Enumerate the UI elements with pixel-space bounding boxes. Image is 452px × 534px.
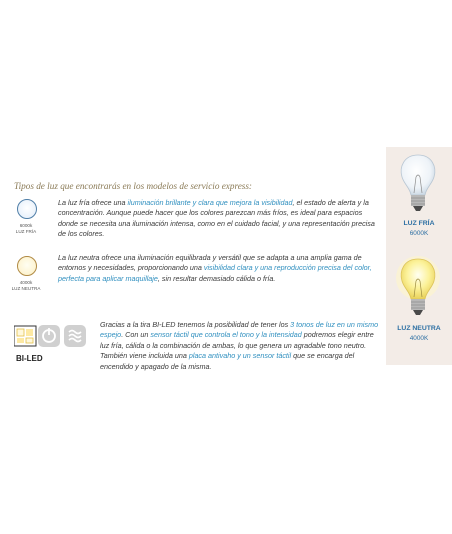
neutral-desc-highlight: visibilidad clara y una reproducción precisa del color, perfecta para aplicar maquillaje bbox=[58, 263, 372, 283]
cold-bulb-icon bbox=[396, 153, 440, 219]
cold-desc-part: La luz fría ofrece una bbox=[58, 198, 128, 207]
cold-light-swatch-icon bbox=[17, 199, 37, 219]
cold-desc-part: , el estado de alerta y la concentración. Aunque puede hacer que los colores parezcan más fríos, es ideal para espacios donde se necesita una iluminación intensa, como en el cuidado facial, y una representación precisa de los colores. bbox=[58, 198, 375, 239]
neutral-desc-part: La luz neutra ofrece una iluminación equilibrada y versátil que se adapta a una amplia gama de entornos y necesidades, proporcionando una bbox=[58, 253, 362, 273]
biled-desc-part: Gracias a la tira BI-LED tenemos la posibilidad de tener los bbox=[100, 320, 291, 329]
cold-swatch-kelvin: 6000k bbox=[19, 223, 33, 228]
biled-label: BI-LED bbox=[16, 354, 43, 363]
biled-description bbox=[100, 320, 380, 372]
neutral-light-description bbox=[58, 253, 376, 284]
neutral-bulb-icon bbox=[394, 256, 442, 324]
biled-desc-part: . Con un bbox=[121, 330, 151, 340]
cold-desc-highlight: iluminación brillante y clara que mejora la visibilidad bbox=[127, 198, 293, 207]
neutral-desc-part: , sin resultar demasiado cálida o fría. bbox=[157, 273, 276, 283]
biled-desc-part: que se encarga del encendido y apagado de la misma. bbox=[100, 351, 355, 371]
cold-light-description bbox=[58, 198, 376, 240]
neutral-swatch-kelvin: 4000k bbox=[19, 280, 33, 285]
section-heading: Tipos de luz que encontrarás en los modelos de servicio express: bbox=[14, 181, 252, 191]
biled-strip-icon bbox=[14, 321, 88, 351]
biled-desc-highlight: sensor táctil que controla el tono y la intensidad bbox=[150, 330, 302, 340]
biled-desc-part: podremos elegir entre luz fría, cálida o la combinación de ambas, lo que genera un agradable tono neutro. También viene incluida una bbox=[100, 330, 374, 361]
neutral-swatch-name: LUZ NEUTRA bbox=[11, 286, 41, 291]
cold-bulb-label: LUZ FRÍA bbox=[403, 220, 435, 227]
biled-desc-highlight: 3 tonos de luz en un mismo espejo bbox=[100, 320, 379, 340]
biled-desc-highlight: placa antivaho y un sensor táctil bbox=[188, 351, 292, 361]
neutral-light-swatch-icon bbox=[17, 256, 37, 276]
cold-swatch-name: LUZ FRÍA bbox=[15, 229, 37, 234]
neutral-bulb-temperature: 4000K bbox=[409, 335, 429, 342]
cold-bulb-temperature: 6000K bbox=[409, 230, 429, 237]
neutral-bulb-label: LUZ NEUTRA bbox=[397, 325, 441, 332]
